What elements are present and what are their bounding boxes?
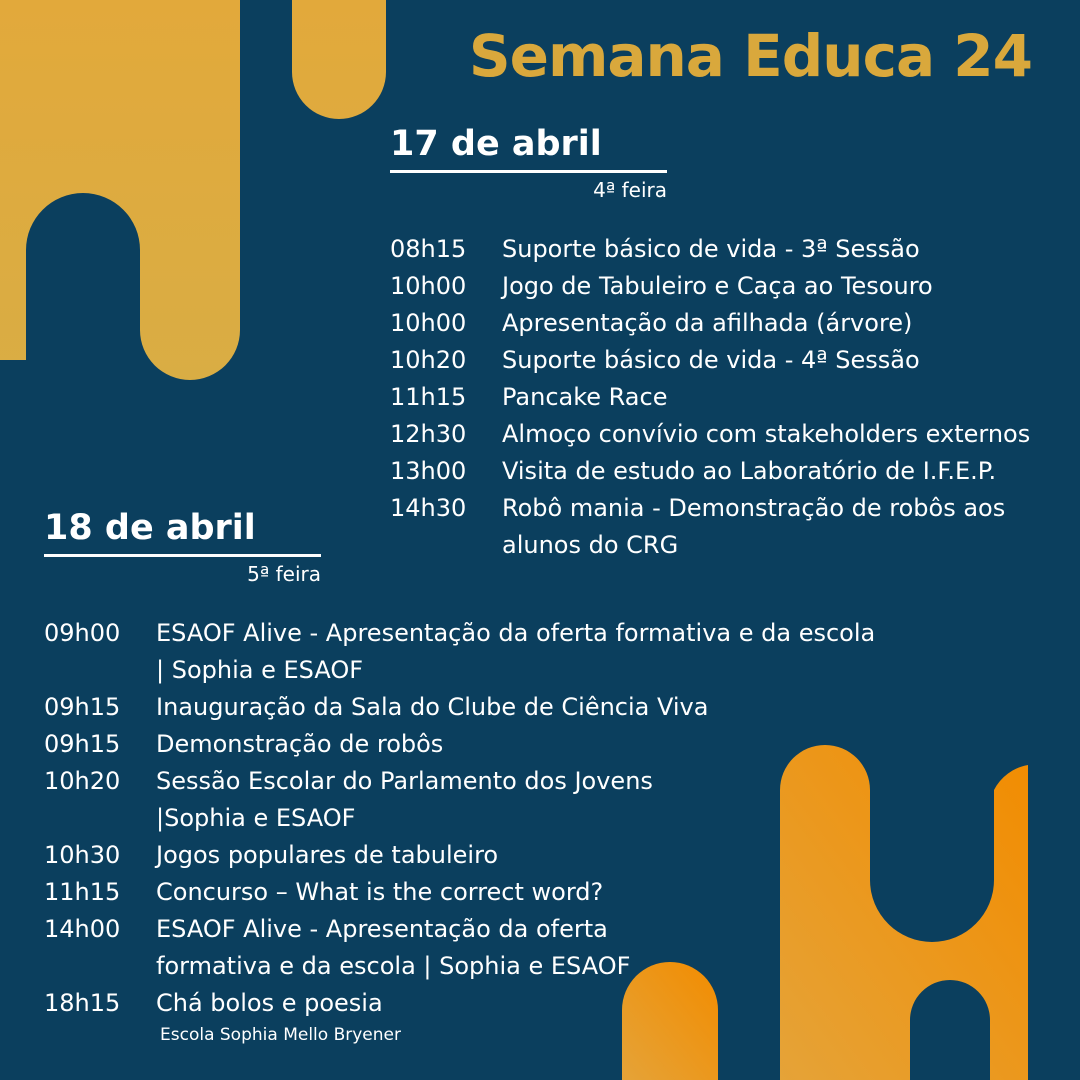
event-title-line: | Sophia e ESAOF bbox=[156, 656, 364, 684]
event-time: 10h00 bbox=[390, 309, 467, 337]
event-row bbox=[390, 490, 1070, 564]
event-title-line: Robô mania - Demonstração de robôs aos bbox=[502, 494, 1006, 522]
event-title-line: Demonstração de robôs bbox=[156, 730, 444, 758]
day-date: 18 de abril bbox=[44, 508, 256, 548]
event-title bbox=[156, 911, 924, 985]
event-row bbox=[44, 763, 924, 837]
event-title-line: Visita de estudo ao Laboratório de I.F.E.P. bbox=[502, 457, 997, 485]
event-time: 14h30 bbox=[390, 494, 467, 522]
event-row bbox=[44, 726, 924, 763]
event-row bbox=[390, 453, 1070, 490]
event-time: 10h30 bbox=[44, 841, 121, 869]
event-time: 09h00 bbox=[44, 619, 121, 647]
event-title-line: Suporte básico de vida - 4ª Sessão bbox=[502, 346, 920, 374]
event-title-line: alunos do CRG bbox=[502, 531, 679, 559]
event-time: 13h00 bbox=[390, 457, 467, 485]
event-title bbox=[502, 379, 1070, 416]
event-row bbox=[390, 416, 1070, 453]
event-time: 11h15 bbox=[44, 878, 121, 906]
event-title bbox=[502, 342, 1070, 379]
poster-title: Semana Educa 24 bbox=[468, 22, 1032, 90]
event-title bbox=[156, 763, 924, 837]
event-row bbox=[44, 874, 924, 911]
event-title-line: Jogos populares de tabuleiro bbox=[156, 841, 499, 869]
event-time: 10h20 bbox=[44, 767, 121, 795]
divider bbox=[44, 554, 321, 557]
event-title bbox=[156, 985, 924, 1022]
event-title-line: Suporte básico de vida - 3ª Sessão bbox=[502, 235, 920, 263]
event-title bbox=[502, 305, 1070, 342]
event-title-line: Concurso – What is the correct word? bbox=[156, 878, 604, 906]
event-row bbox=[44, 911, 924, 985]
day-header-18-abril bbox=[44, 506, 321, 587]
event-time: 12h30 bbox=[390, 420, 467, 448]
event-row bbox=[44, 615, 924, 689]
event-title bbox=[156, 874, 924, 911]
event-title-line: Inauguração da Sala do Clube de Ciência Viva bbox=[156, 693, 709, 721]
event-time: 14h00 bbox=[44, 915, 121, 943]
event-row bbox=[390, 379, 1070, 416]
day-date: 17 de abril bbox=[390, 124, 602, 164]
event-title-line: Pancake Race bbox=[502, 383, 668, 411]
day-header-17-abril bbox=[390, 122, 667, 203]
event-row bbox=[390, 268, 1070, 305]
day-weekday: 5ª feira bbox=[247, 562, 321, 586]
event-title bbox=[156, 726, 924, 763]
event-title-line: |Sophia e ESAOF bbox=[156, 804, 356, 832]
event-title bbox=[502, 231, 1070, 268]
event-time: 09h15 bbox=[44, 693, 121, 721]
event-time: 10h20 bbox=[390, 346, 467, 374]
event-title-line: Almoço convívio com stakeholders externos bbox=[502, 420, 1031, 448]
event-list-17-abril bbox=[390, 231, 1070, 564]
event-title-line: ESAOF Alive - Apresentação da oferta bbox=[156, 915, 608, 943]
event-title-line: formativa e da escola | Sophia e ESAOF bbox=[156, 952, 631, 980]
divider bbox=[390, 170, 667, 173]
event-title-line: Chá bolos e poesia bbox=[156, 989, 383, 1017]
event-title bbox=[502, 268, 1070, 305]
event-title bbox=[156, 689, 924, 726]
event-time: 18h15 bbox=[44, 989, 121, 1017]
event-title-line: Sessão Escolar do Parlamento dos Jovens bbox=[156, 767, 653, 795]
event-time: 11h15 bbox=[390, 383, 467, 411]
event-row bbox=[390, 342, 1070, 379]
event-time: 08h15 bbox=[390, 235, 467, 263]
event-row bbox=[390, 231, 1070, 268]
event-time: 10h00 bbox=[390, 272, 467, 300]
footer-school-name: Escola Sophia Mello Bryener bbox=[160, 1025, 401, 1045]
event-row bbox=[44, 837, 924, 874]
event-title bbox=[156, 837, 924, 874]
event-title bbox=[502, 453, 1070, 490]
event-title-line: Jogo de Tabuleiro e Caça ao Tesouro bbox=[502, 272, 933, 300]
top-left-arch-shape bbox=[0, 0, 386, 380]
event-row bbox=[390, 305, 1070, 342]
event-title-line: ESAOF Alive - Apresentação da oferta formativa e da escola bbox=[156, 619, 876, 647]
event-title bbox=[156, 615, 924, 689]
event-title bbox=[502, 490, 1070, 564]
event-time: 09h15 bbox=[44, 730, 121, 758]
event-list-18-abril bbox=[44, 615, 924, 1022]
day-weekday: 4ª feira bbox=[593, 178, 667, 202]
event-title-line: Apresentação da afilhada (árvore) bbox=[502, 309, 913, 337]
event-row bbox=[44, 689, 924, 726]
event-title bbox=[502, 416, 1070, 453]
event-row bbox=[44, 985, 924, 1022]
